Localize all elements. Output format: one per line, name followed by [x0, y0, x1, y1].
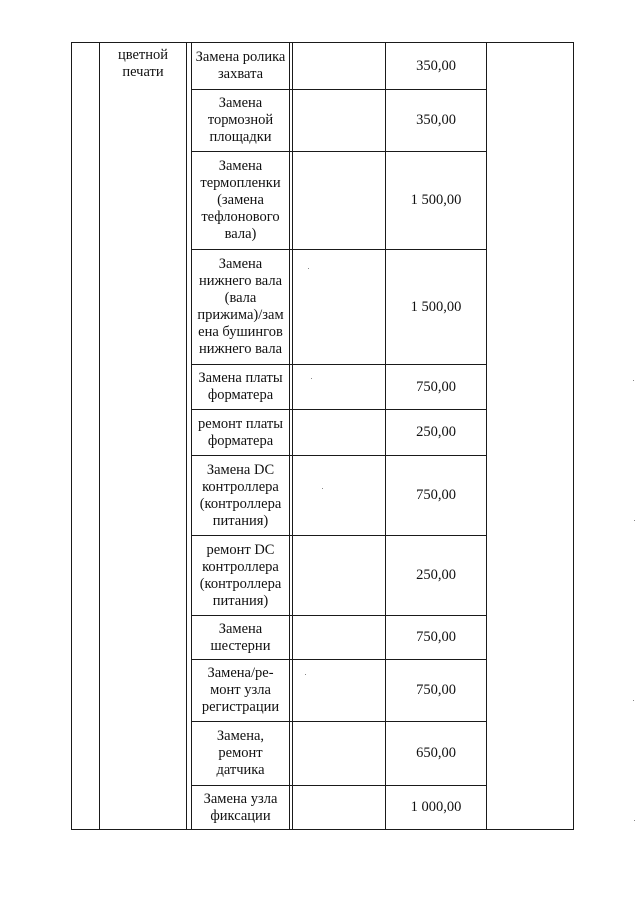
service-cell: Замена шестерни [210, 620, 271, 654]
price-cell: 350,00 [416, 112, 456, 128]
service-cell: Замена узла фиксации [203, 790, 278, 824]
scan-speck [311, 378, 312, 379]
column-divider-1 [99, 42, 100, 830]
price-cell: 1 500,00 [410, 192, 462, 208]
service-cell: ремонт DC контроллера (контроллера питания) [199, 541, 282, 609]
service-cell: Замена/ре- монт узла регистрации [201, 665, 280, 715]
price-cell: 250,00 [416, 424, 456, 440]
service-cell: Замена, ремонт датчика [216, 728, 265, 778]
service-cell: Замена термопленки (замена тефлонового вала) [200, 158, 281, 242]
price-cell: 750,00 [416, 487, 456, 503]
price-cell: 650,00 [416, 745, 456, 761]
price-cell: 750,00 [416, 629, 456, 645]
price-cell: 750,00 [416, 378, 456, 395]
scan-speck [308, 268, 309, 269]
scan-speck [633, 700, 634, 701]
service-cell: Замена DC контроллера (контроллера питания) [199, 461, 282, 529]
column-divider-2 [186, 42, 187, 830]
scan-speck [322, 488, 323, 489]
table-border-bottom [71, 829, 574, 830]
table-border-right [573, 42, 574, 830]
price-cell: 350,00 [416, 57, 456, 74]
price-cell: 750,00 [416, 682, 456, 698]
service-cell: Замена платы форматера [198, 370, 283, 403]
column-divider-3 [292, 42, 293, 830]
table-border-top [71, 42, 574, 43]
scan-speck [634, 520, 635, 521]
service-box-right [289, 42, 290, 830]
table-border-left [71, 42, 72, 830]
price-cell: 250,00 [416, 567, 456, 583]
column-divider-5 [486, 42, 487, 830]
scan-speck [633, 380, 634, 381]
price-cell: 1 000,00 [410, 799, 462, 815]
scan-speck [305, 674, 306, 675]
service-cell: Замена ролика захвата [195, 49, 286, 82]
service-cell: ремонт платы форматера [198, 415, 283, 449]
service-cell: Замена тормозной площадки [207, 95, 274, 145]
category-label: цветной печати [117, 47, 169, 80]
service-cell: Замена нижнего вала (вала прижима)/зам ена бушингов нижнего вала [197, 256, 284, 357]
scan-speck [634, 820, 635, 821]
price-cell: 1 500,00 [410, 298, 462, 315]
